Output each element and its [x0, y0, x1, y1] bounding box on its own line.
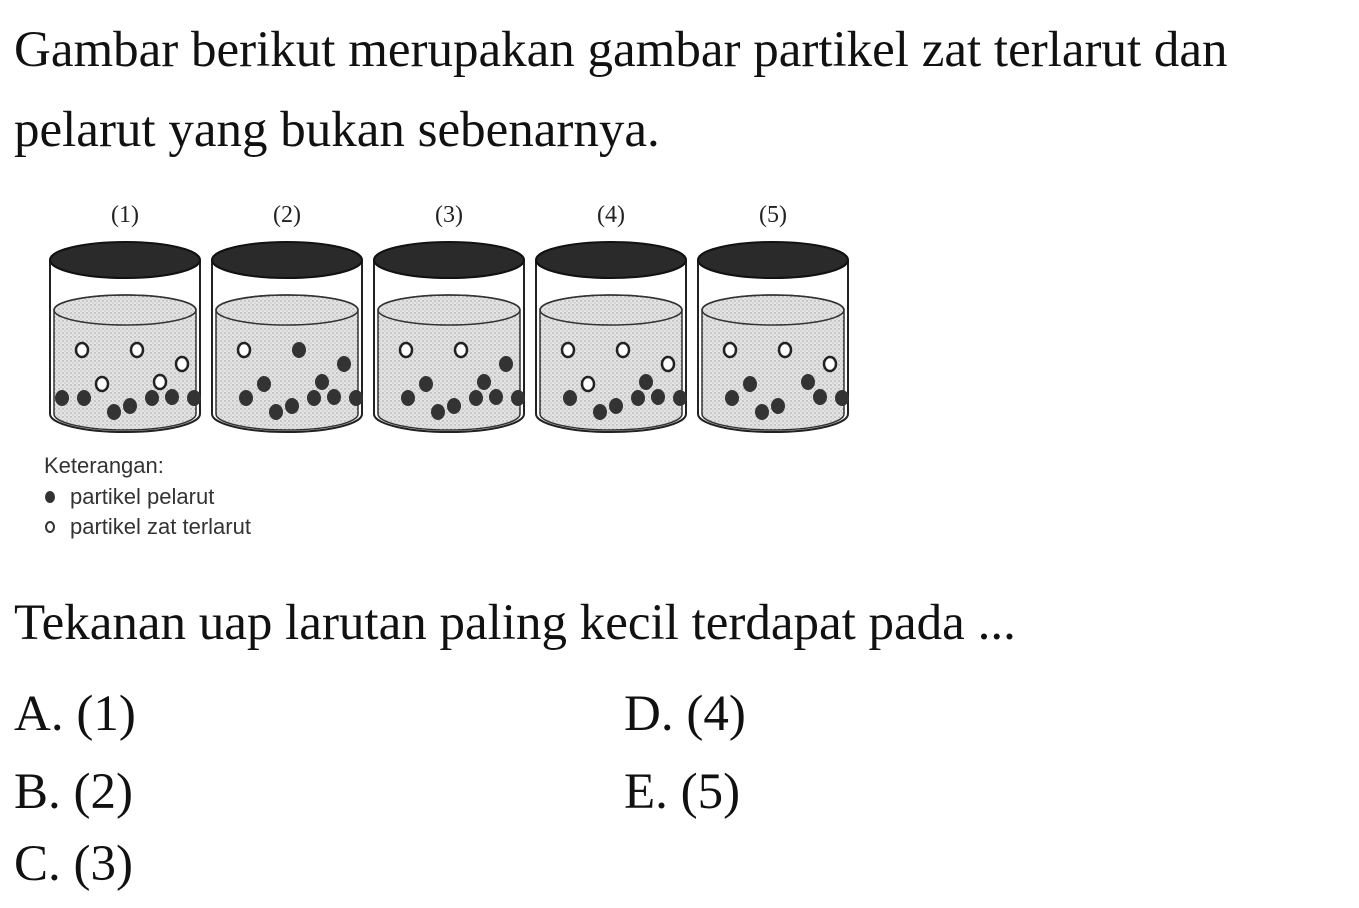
- beaker-5-label: (5): [759, 202, 787, 228]
- solvent-particle: [315, 374, 329, 390]
- solvent-particle: [725, 390, 739, 406]
- legend-solute-label: partikel zat terlarut: [70, 514, 251, 539]
- beaker-2-lid: [212, 242, 362, 278]
- solvent-particle: [165, 389, 179, 405]
- solvent-particle: [469, 390, 483, 406]
- solvent-particle: [447, 398, 461, 414]
- solvent-particle: [107, 404, 121, 420]
- legend-solvent-label: partikel pelarut: [70, 484, 215, 509]
- solute-particle-icon: [44, 520, 56, 534]
- solute-particle: [455, 343, 467, 357]
- legend-title: Keterangan:: [44, 453, 164, 478]
- solute-particle: [724, 343, 736, 357]
- beaker-4: [536, 202, 687, 432]
- solvent-particle: [292, 342, 306, 358]
- option-c-key: C.: [14, 836, 61, 892]
- solvent-particle: [631, 390, 645, 406]
- solvent-particle: [145, 390, 159, 406]
- solvent-particle: [337, 356, 351, 372]
- solvent-particle: [835, 390, 849, 406]
- beaker-2: [212, 202, 363, 432]
- solvent-particle: [327, 389, 341, 405]
- option-b[interactable]: [14, 762, 133, 822]
- solvent-particle: [123, 398, 137, 414]
- solvent-particle: [593, 404, 607, 420]
- solvent-particle: [257, 376, 271, 392]
- question-text: Tekanan uap larutan paling kecil terdapat pada ...: [14, 595, 1016, 651]
- legend-row-solvent: [44, 482, 251, 512]
- beaker-3: [374, 202, 525, 432]
- option-a[interactable]: [14, 684, 136, 744]
- solvent-particle: [489, 389, 503, 405]
- option-d-key: D.: [624, 686, 674, 742]
- solute-particle: [662, 357, 674, 371]
- solute-particle: [779, 343, 791, 357]
- solvent-particle: [511, 390, 525, 406]
- option-a-key: A.: [14, 686, 64, 742]
- solvent-particle: [755, 404, 769, 420]
- solvent-particle: [477, 374, 491, 390]
- solute-particle: [617, 343, 629, 357]
- solvent-particle: [639, 374, 653, 390]
- option-e-key: E.: [624, 764, 668, 820]
- beaker-diagram: [40, 192, 860, 442]
- solute-particle: [238, 343, 250, 357]
- option-c-value: (3): [73, 836, 133, 892]
- beaker-2-label: (2): [273, 202, 301, 228]
- solvent-particle: [419, 376, 433, 392]
- option-e[interactable]: [624, 762, 740, 822]
- option-d-value: (4): [686, 686, 746, 742]
- solute-particle: [582, 377, 594, 391]
- solute-particle: [96, 377, 108, 391]
- legend-row-solute: [44, 512, 251, 542]
- solute-particle: [562, 343, 574, 357]
- solute-particle: [131, 343, 143, 357]
- solute-particle: [154, 375, 166, 389]
- solvent-particle: [239, 390, 253, 406]
- beaker-5: [698, 202, 849, 432]
- solute-particle: [400, 343, 412, 357]
- beaker-4-lid: [536, 242, 686, 278]
- option-b-value: (2): [73, 764, 133, 820]
- solvent-particle-icon: [44, 490, 56, 504]
- beaker-3-label: (3): [435, 202, 463, 228]
- beaker-5-lid: [698, 242, 848, 278]
- option-c[interactable]: [14, 834, 133, 894]
- option-d[interactable]: [624, 684, 746, 744]
- option-e-value: (5): [680, 764, 741, 820]
- beaker-4-label: (4): [597, 202, 625, 228]
- option-b-key: B.: [14, 764, 61, 820]
- solvent-particle: [55, 390, 69, 406]
- beaker-3-lid: [374, 242, 524, 278]
- beaker-1: [50, 202, 201, 432]
- solvent-particle: [431, 404, 445, 420]
- solvent-particle: [801, 374, 815, 390]
- solvent-particle: [499, 356, 513, 372]
- solvent-particle: [771, 398, 785, 414]
- solvent-particle: [307, 390, 321, 406]
- solvent-particle: [269, 404, 283, 420]
- solute-particle: [824, 357, 836, 371]
- intro-text: Gambar berikut merupakan gambar partikel zat terlarut dan pelarut yang bukan sebenarnya.: [14, 22, 1228, 158]
- legend: [44, 450, 251, 542]
- solvent-particle: [813, 389, 827, 405]
- solvent-particle: [609, 398, 623, 414]
- solvent-particle: [77, 390, 91, 406]
- solute-particle: [176, 357, 188, 371]
- beaker-1-lid: [50, 242, 200, 278]
- solvent-particle: [673, 390, 687, 406]
- solvent-particle: [743, 376, 757, 392]
- solvent-particle: [187, 390, 201, 406]
- solvent-particle: [349, 390, 363, 406]
- beaker-1-label: (1): [111, 202, 139, 228]
- solvent-particle: [651, 389, 665, 405]
- option-a-value: (1): [76, 686, 136, 742]
- solvent-particle: [563, 390, 577, 406]
- solute-particle: [76, 343, 88, 357]
- solvent-particle: [285, 398, 299, 414]
- solvent-particle: [401, 390, 415, 406]
